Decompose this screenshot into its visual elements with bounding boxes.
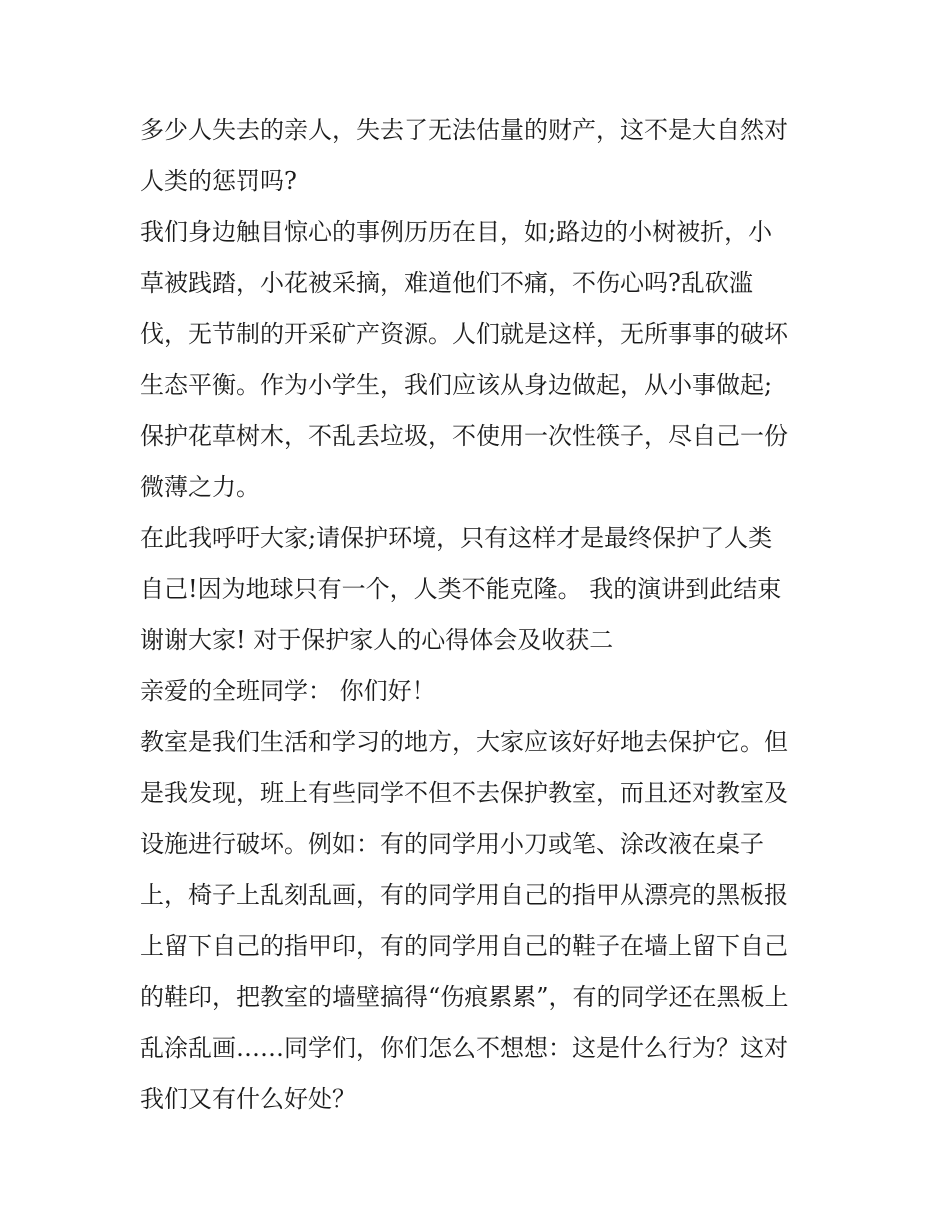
text-line: 的鞋印，把教室的墙壁搞得“伤痕累累”，有的同学还在黑板上 bbox=[140, 983, 789, 1011]
text-line: 我们身边触目惊心的事例历历在目，如;路边的小树被折，小 bbox=[140, 218, 773, 246]
text-line: 我们又有什么好处？ bbox=[140, 1085, 356, 1113]
text-line: 上，椅子上乱刻乱画，有的同学用自己的指甲从漂亮的黑板报 bbox=[140, 881, 788, 909]
text-line: 伐，无节制的开采矿产资源。人们就是这样，无所事事的破坏 bbox=[140, 320, 788, 348]
text-line: 生态平衡。作为小学生，我们应该从身边做起，从小事做起; bbox=[140, 371, 773, 399]
text-line: 乱涂乱画……同学们，你们怎么不想想：这是什么行为？这对 bbox=[140, 1034, 788, 1062]
text-line: 设施进行破坏。例如：有的同学用小刀或笔、涂改液在桌子 bbox=[140, 830, 764, 858]
text-line: 微薄之力。 bbox=[140, 473, 260, 501]
text-line: 在此我呼吁大家;请保护环境，只有这样才是最终保护了人类 bbox=[140, 524, 773, 552]
text-line: 谢谢大家! 对于保护家人的心得体会及收获二 bbox=[140, 626, 614, 654]
text-line: 上留下自己的指甲印，有的同学用自己的鞋子在墙上留下自己 bbox=[140, 932, 788, 960]
text-line: 保护花草树木，不乱丢垃圾，不使用一次性筷子，尽自己一份 bbox=[140, 422, 788, 450]
text-line: 教室是我们生活和学习的地方，大家应该好好地去保护它。但 bbox=[140, 728, 788, 756]
text-line: 草被践踏，小花被采摘，难道他们不痛，不伤心吗?乱砍滥 bbox=[140, 269, 753, 297]
text-line: 多少人失去的亲人，失去了无法估量的财产，这不是大自然对 bbox=[140, 116, 788, 144]
text-line: 亲爱的全班同学： 你们好！ bbox=[140, 677, 436, 705]
text-line: 人类的惩罚吗? bbox=[140, 167, 297, 195]
text-line: 自己!因为地球只有一个，人类不能克隆。 我的演讲到此结束 bbox=[140, 575, 782, 603]
text-line: 是我发现，班上有些同学不但不去保护教室，而且还对教室及 bbox=[140, 779, 788, 807]
